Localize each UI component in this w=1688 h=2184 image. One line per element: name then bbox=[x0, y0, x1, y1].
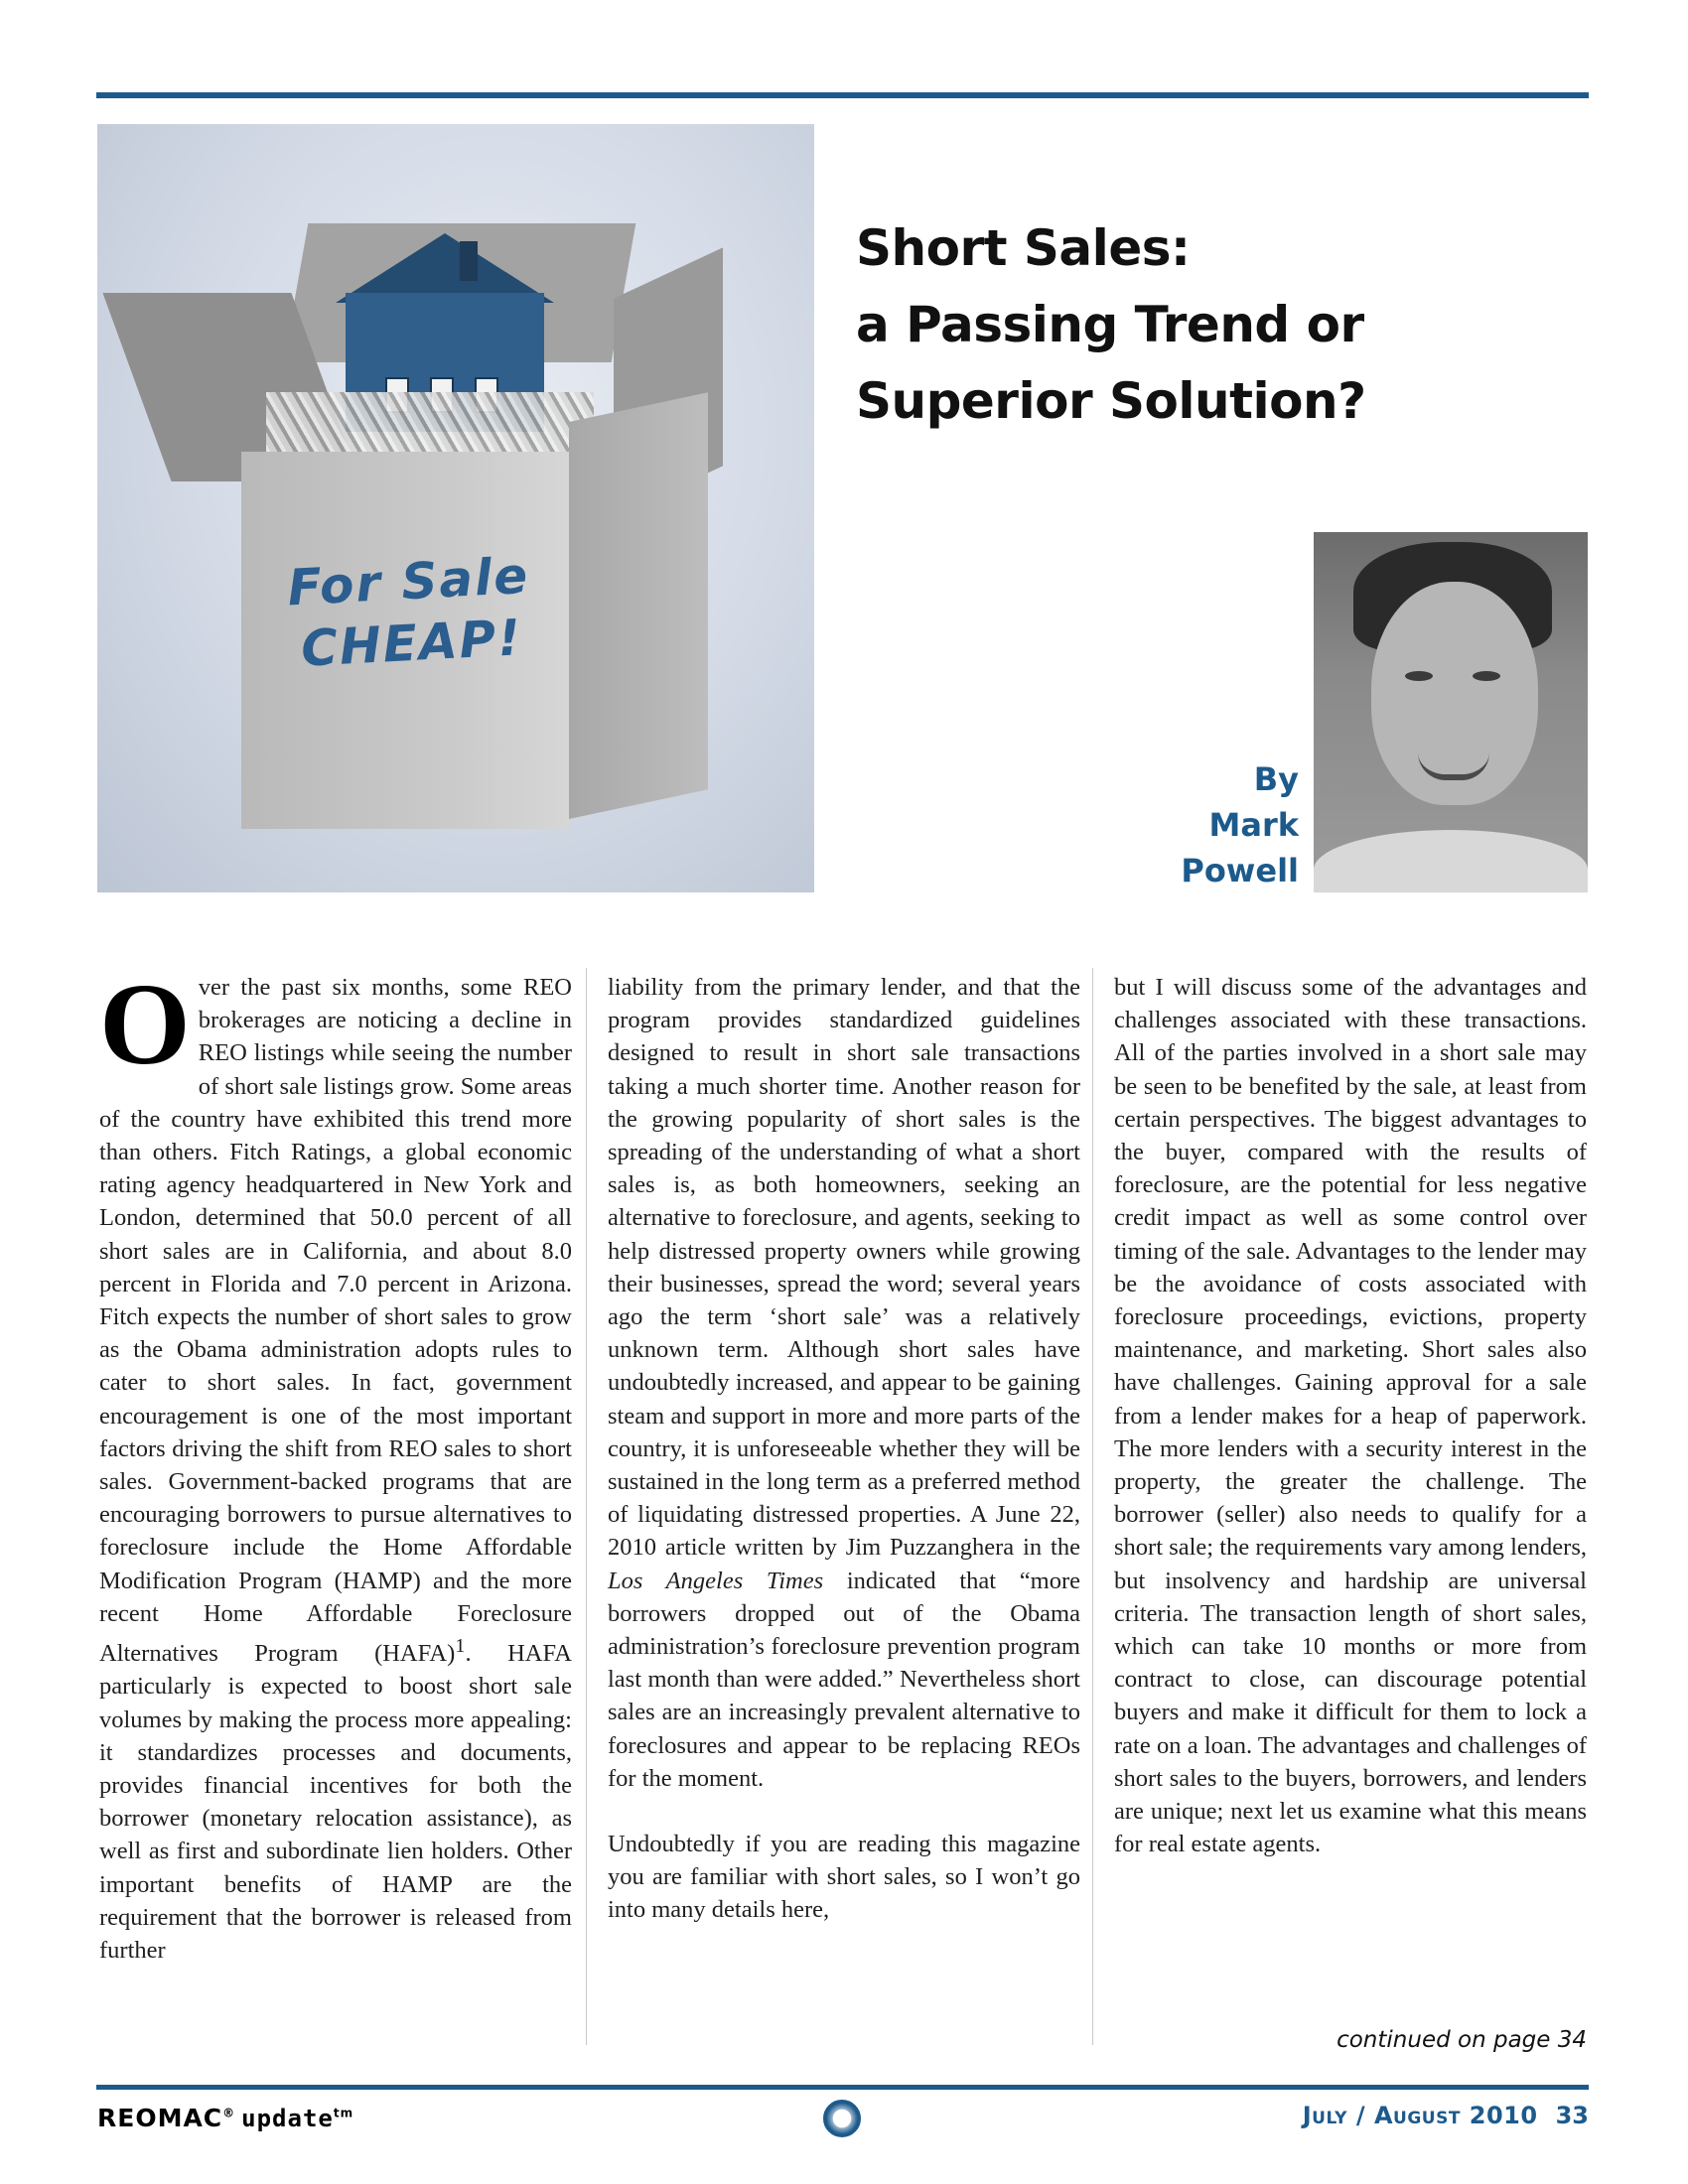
box-scrawl-text: For Sale CHEAP! bbox=[286, 546, 531, 678]
page-number: 33 bbox=[1555, 2102, 1589, 2129]
paragraph: liability from the primary lender, and that the program provides standardized guidelines designed to result in short sale transactions taking a much shorter time. Another reason for the growing popularity of short sales is the spreading of the understanding of what a short sales is, as both homeowners, seeking an alternative to foreclosure, and agents, seeking to help distressed property owners while growing their businesses, spread the word; several years ago the term ‘short sale’ was a relatively unknown term. Although short sales have undoubtedly increased, and appear to be gaining steam and support in more and more parts of the country, it is unforeseeable whether they will be sustained in the long term as a preferred method of liquidating distressed properties. A June 22, 2010 article written by Jim Puzzanghera in the Los Angeles Times indicated that “more borrowers dropped out of the Obama administration’s foreclosure prevention program last month than were added.” Nevertheless short sales are an increasingly prevalent alternative to foreclosures and appear to be replacing REOs for the moment. bbox=[608, 974, 1080, 1792]
publication-name: Los Angeles Times bbox=[608, 1567, 824, 1594]
footnote-ref: 1 bbox=[455, 1635, 466, 1658]
article-title: Short Sales: a Passing Trend or Superior Solution? bbox=[856, 219, 1366, 430]
issue-date: July / August 2010 bbox=[1302, 2102, 1538, 2129]
continued-note: continued on page 34 bbox=[1336, 2027, 1587, 2053]
top-rule bbox=[96, 92, 1589, 98]
column-divider bbox=[586, 968, 587, 2045]
author-byline: By Mark Powell bbox=[1181, 760, 1299, 889]
drop-cap: O bbox=[99, 959, 191, 1089]
paragraph: Over the past six months, some REO brokerages are noticing a decline in REO listings while seeing the number of short sale listings grow. Some areas of the country have exhibited this trend more than others. Fitch Ratings, a global economic rating agency headquartered in New York and London, determined that 50.0 percent of all short sales are in California, and about 8.0 percent in Florida and 7.0 percent in Arizona. Fitch expects the number of short sales to grow as the Obama administration adopts rules to cater to short sales. In fact, government encouragement is one of the most important factors driving the shift from REO sales to short sales. Government-backed programs that are encouraging borrowers to pursue alternatives to foreclosure include the Home Affordable Modification Program (HAMP) and the more recent Home Affordable Foreclosure Alternatives Program (HAFA)$^1$. HAFA particularly is expected to boost short sale volumes by making the process more appealing: it standardizes processes and documents, provides financial incentives for both the borrower (monetary relocation assistance), as well as first and subordinate lien holders. Other important benefits of HAMP are the requirement that the borrower is released from further bbox=[99, 959, 572, 1965]
seal-logo-icon bbox=[823, 2100, 861, 2137]
bottom-rule bbox=[96, 2085, 1589, 2090]
paragraph: Undoubtedly if you are reading this magazine you are familiar with short sales, so I won’t go into many details here, bbox=[608, 1831, 1080, 1924]
body-column-1 bbox=[99, 959, 572, 1967]
paragraph: but I will discuss some of the advantages and challenges associated with these transactions. All of the parties involved in a short sale may be seen to be benefited by the sale, at least from certain perspectives. The biggest advantages to the buyer, compared with the results of foreclosure, are the potential for less negative credit impact as well as some control over timing of the sale. Advantages to the lender may be the avoidance of costs associated with foreclosure proceedings, evictions, property maintenance, and marketing. Short sales also have challenges. Gaining approval for a sale from a lender makes for a heap of paperwork. The more lenders with a security interest in the property, the greater the challenge. The borrower (seller) also needs to qualify for a short sale; the requirements vary among lenders, but insolvency and hardship are universal criteria. The transaction length of short sales, which can take 10 months or more from contract to close, can discourage potential buyers and make it difficult for them to lock a rate on a loan. The advantages and challenges of short sales to the buyers, borrowers, and lenders are unique; next let us examine what this means for real estate agents. bbox=[1114, 974, 1587, 1858]
body-column-3 bbox=[1114, 971, 1587, 1860]
issue-info bbox=[1291, 2102, 1589, 2129]
author-photo bbox=[1314, 532, 1588, 892]
magazine-brand: REOMAC® update$^{tm}$ bbox=[97, 2104, 354, 2132]
hero-image-box-house bbox=[97, 124, 814, 892]
column-divider bbox=[1092, 968, 1093, 2045]
body-column-2 bbox=[608, 971, 1080, 1927]
